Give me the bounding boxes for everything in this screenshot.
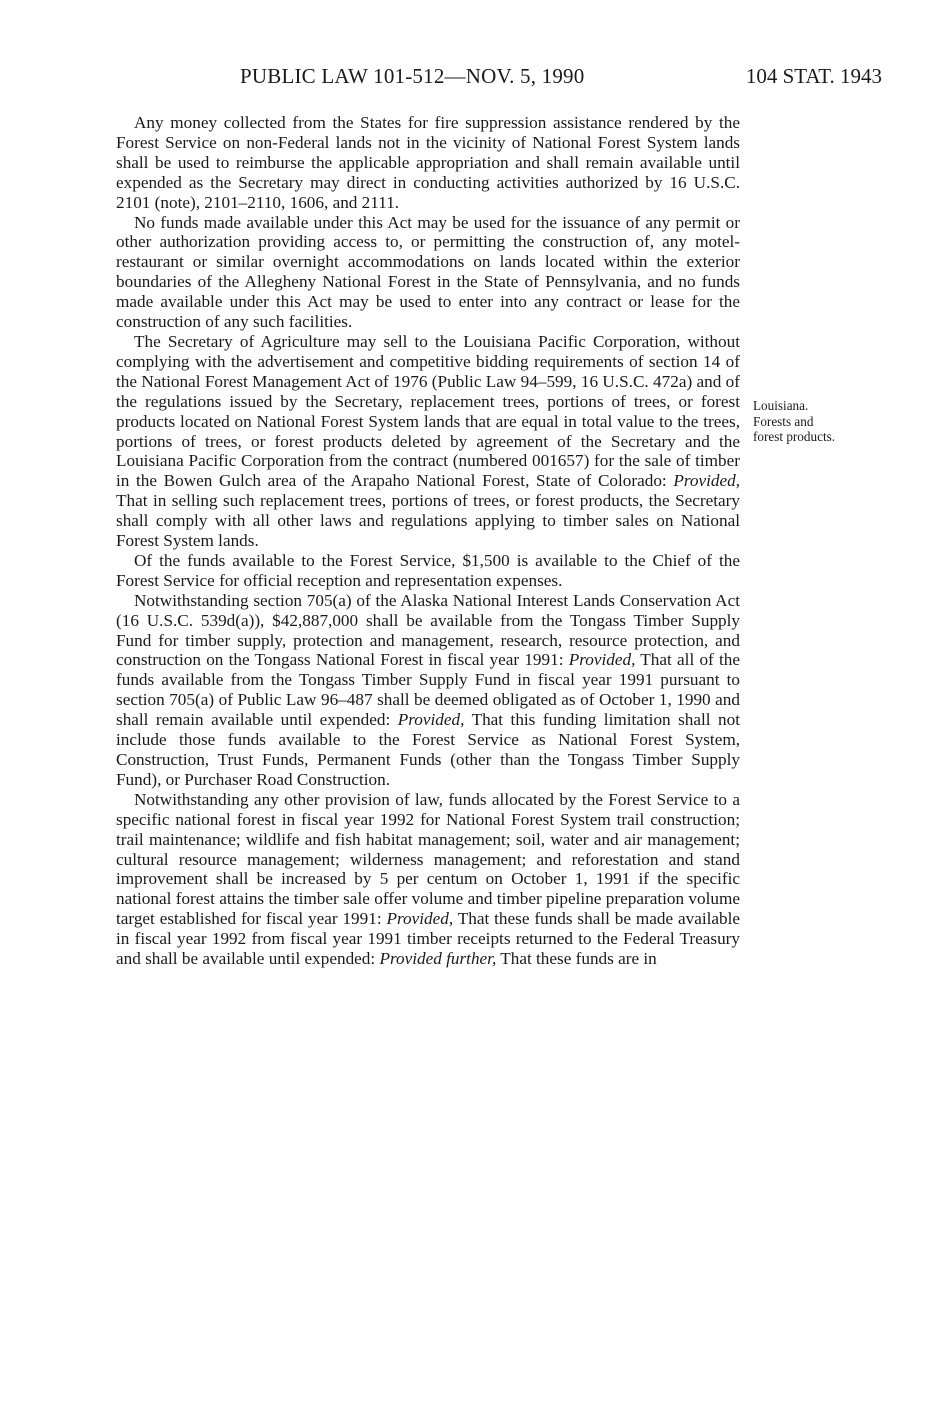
- margin-note-line: Louisiana.: [753, 398, 809, 413]
- paragraph-allegheny: [116, 213, 740, 332]
- paragraph-tongass: [116, 591, 740, 790]
- paragraph-text: The Secretary of Agriculture may sell to the Louisiana Pacific Corporation, without complying with the advertisement and competitive bidding requirements of section 14 of the National Forest Management Act of 1976 (Public Law 94–599, 16 U.S.C. 472a) and of the regulations issued by the Secretary, replacement trees, portions of trees, or forest products located on National Forest System lands that are equal in total value to the trees, portions of trees, or forest products deleted by agreement of the Secretary and the Louisiana Pacific Corporation from the contract (numbered 001657) for the sale of timber in the Bowen Gulch area of the Arapaho National Forest, State of Colorado:: [116, 331, 740, 491]
- statute-page-number: 104 STAT. 1943: [745, 64, 882, 88]
- paragraph-trail-funding: [116, 790, 740, 969]
- paragraph-text: That this funding limitation shall not include those funds available to the Forest Service as National Forest System, Construction, Trust Funds, Permanent Funds (other than the Tongass Timber Supply Fund), or Purchaser Road Construction.: [116, 710, 740, 789]
- paragraph-text: That in selling such replacement trees, portions of trees, or forest products, the Secretary shall comply with all other laws and regulations applying to timber sales on National Forest System lands.: [116, 491, 740, 551]
- document-body: [116, 113, 740, 969]
- proviso-italic: Provided,: [673, 471, 740, 491]
- paragraph-text: No funds made available under this Act may be used for the issuance of any permit or other authorization providing access to, or permitting the construction of, any motel-restaurant or similar overnight accommodations on lands located within the exterior boundaries of the Allegheny National Forest in the State of Pennsylvania, and no funds made available under this Act may be used to enter into any contract or lease for the construction of any such facilities.: [116, 212, 740, 332]
- paragraph-text: Any money collected from the States for fire suppression assistance rendered by the Forest Service on non-Federal lands not in the vicinity of National Forest System lands shall be used to reimburse the applicable appropriation and shall remain available until expended as the Secretary may direct in conducting activities authorized by 16 U.S.C. 2101 (note), 2101–2110, 1606, and 2111.: [116, 113, 740, 212]
- paragraph-text: Of the funds available to the Forest Service, $1,500 is available to the Chief of the Forest Service for official reception and representation expenses.: [116, 550, 740, 590]
- margin-note-line: forest products.: [753, 429, 836, 444]
- paragraph-text: That all of the funds available from the Tongass Timber Supply Fund in fiscal year 1991 pursuant to section 705(a) of Public Law 96–487 shall be deemed obligated as of October 1, 1990 and shall remain available until expended:: [116, 650, 740, 730]
- paragraph-text: That these funds are in: [496, 949, 657, 969]
- proviso-italic: Provided further,: [379, 949, 497, 969]
- paragraph-louisiana-pacific: [116, 332, 740, 551]
- paragraph-text: Notwithstanding any other provision of law, funds allocated by the Forest Service to a specific national forest in fiscal year 1992 for National Forest System trail construction; trail maintenance; wildlife and fish habitat management; soil, water and air management; cultural resource management; wilderness management; and reforestation and stand improvement shall be increased by 5 per centum on October 1, 1991 if the specific national forest attains the timber sale offer volume and timber pipeline preparation volume target established for fiscal year 1991:: [116, 789, 740, 929]
- paragraph-text: Notwithstanding section 705(a) of the Alaska National Interest Lands Conservation Act (16 U.S.C. 539d(a)), $42,887,000 shall be available from the Tongass Timber Supply Fund for timber supply, protection and management, research, resource protection, and construction on the Tongass National Forest in fiscal year 1991:: [116, 590, 740, 670]
- paragraph-fire-suppression: [116, 113, 740, 213]
- proviso-italic: Provided,: [568, 650, 636, 670]
- margin-note-line: Forests and: [753, 413, 814, 429]
- paragraph-reception-expenses: [116, 551, 740, 591]
- page-title: PUBLIC LAW 101-512—NOV. 5, 1990: [240, 64, 585, 88]
- page-header: [116, 64, 884, 92]
- paragraph-text: That these funds shall be made available in fiscal year 1992 from fiscal year 1991 timber receipts returned to the Federal Treasury and shall be available until expended:: [116, 909, 740, 969]
- margin-note: [753, 398, 903, 445]
- proviso-italic: Provided,: [386, 909, 454, 929]
- proviso-italic: Provided,: [397, 710, 465, 730]
